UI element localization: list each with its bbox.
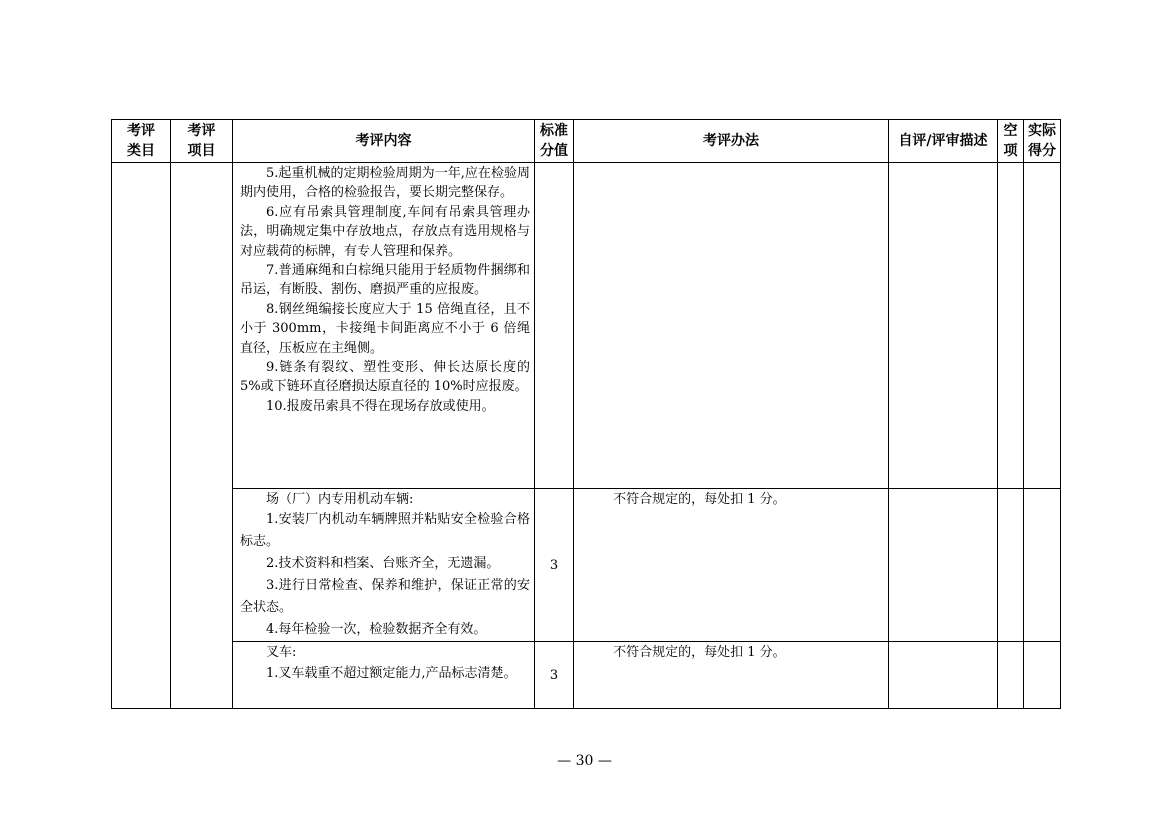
content-paragraph: 5.起重机械的定期检验周期为一年,应在检验周期内使用，合格的检验报告，要长期完整保存。 — [240, 166, 530, 201]
header-score: 标准 分值 — [535, 120, 574, 163]
method-text: 不符合规定的，每处扣 1 分。 — [613, 492, 786, 507]
self-eval-cell — [889, 642, 998, 709]
header-item: 考评 项目 — [171, 120, 233, 163]
content-cell — [233, 642, 535, 709]
table-header-row — [112, 120, 1061, 163]
self-eval-cell — [889, 163, 998, 489]
table-row — [112, 489, 1061, 642]
method-cell — [574, 642, 889, 709]
actual-score-cell — [1024, 163, 1061, 489]
table-row — [112, 163, 1061, 489]
content-paragraph: 1.安装厂内机动车辆牌照并粘贴安全检验合格标志。 — [240, 512, 530, 550]
content-paragraph: 4.每年检验一次，检验数据齐全有效。 — [266, 622, 487, 638]
method-text: 不符合规定的，每处扣 1 分。 — [613, 645, 786, 661]
category-cell — [112, 163, 171, 709]
content-paragraph: 3.进行日常检查、保养和维护，保证正常的安全状态。 — [240, 578, 530, 616]
actual-score-cell — [1024, 489, 1061, 642]
content-paragraph: 8.钢丝绳编接长度应大于 15 倍绳直径，且不小于 300mm，卡接绳卡间距离应不小于 6 倍绳直径，压板应在主绳侧。 — [240, 301, 530, 356]
content-paragraph: 6.应有吊索具管理制度,车间有吊索具管理办法，明确规定集中存放地点，存放点有选用规格与对应载荷的标牌，有专人管理和保养。 — [240, 204, 530, 259]
header-actual-score: 实际 得分 — [1024, 120, 1061, 163]
blank-cell — [998, 163, 1024, 489]
content-cell — [233, 489, 535, 642]
header-content: 考评内容 — [233, 120, 535, 163]
self-eval-cell — [889, 489, 998, 642]
page-number: — 30 — — [557, 753, 612, 769]
score-cell: 3 — [535, 642, 574, 709]
content-paragraph: 10.报废吊索具不得在现场存放或使用。 — [266, 398, 495, 414]
method-cell — [574, 489, 889, 642]
content-paragraph: 9.链条有裂纹、塑性变形、伸长达原长度的 5%或下链环直径磨损达原直径的 10%时应报废。 — [240, 360, 530, 395]
evaluation-table — [111, 119, 1061, 709]
content-paragraph: 7.普通麻绳和白棕绳只能用于轻质物件捆绑和吊运，有断股、割伤、磨损严重的应报废。 — [240, 263, 530, 298]
header-blank: 空 项 — [998, 120, 1024, 163]
header-method: 考评办法 — [574, 120, 889, 163]
content-paragraph: 2.技术资料和档案、台账齐全，无遗漏。 — [266, 556, 500, 572]
content-cell — [233, 163, 535, 489]
content-paragraph: 场（厂）内专用机动车辆: — [266, 492, 414, 507]
score-cell: 3 — [535, 489, 574, 642]
table-row — [112, 642, 1061, 709]
score-cell — [535, 163, 574, 489]
evaluation-table-container — [111, 119, 1060, 709]
header-category: 考评 类目 — [112, 120, 171, 163]
content-paragraph: 叉车: — [266, 645, 297, 661]
blank-cell — [998, 642, 1024, 709]
blank-cell — [998, 489, 1024, 642]
item-cell — [171, 163, 233, 709]
actual-score-cell — [1024, 642, 1061, 709]
method-cell — [574, 163, 889, 489]
header-self-eval: 自评/评审描述 — [889, 120, 998, 163]
content-paragraph: 1.叉车载重不超过额定能力,产品标志清楚。 — [266, 665, 517, 681]
